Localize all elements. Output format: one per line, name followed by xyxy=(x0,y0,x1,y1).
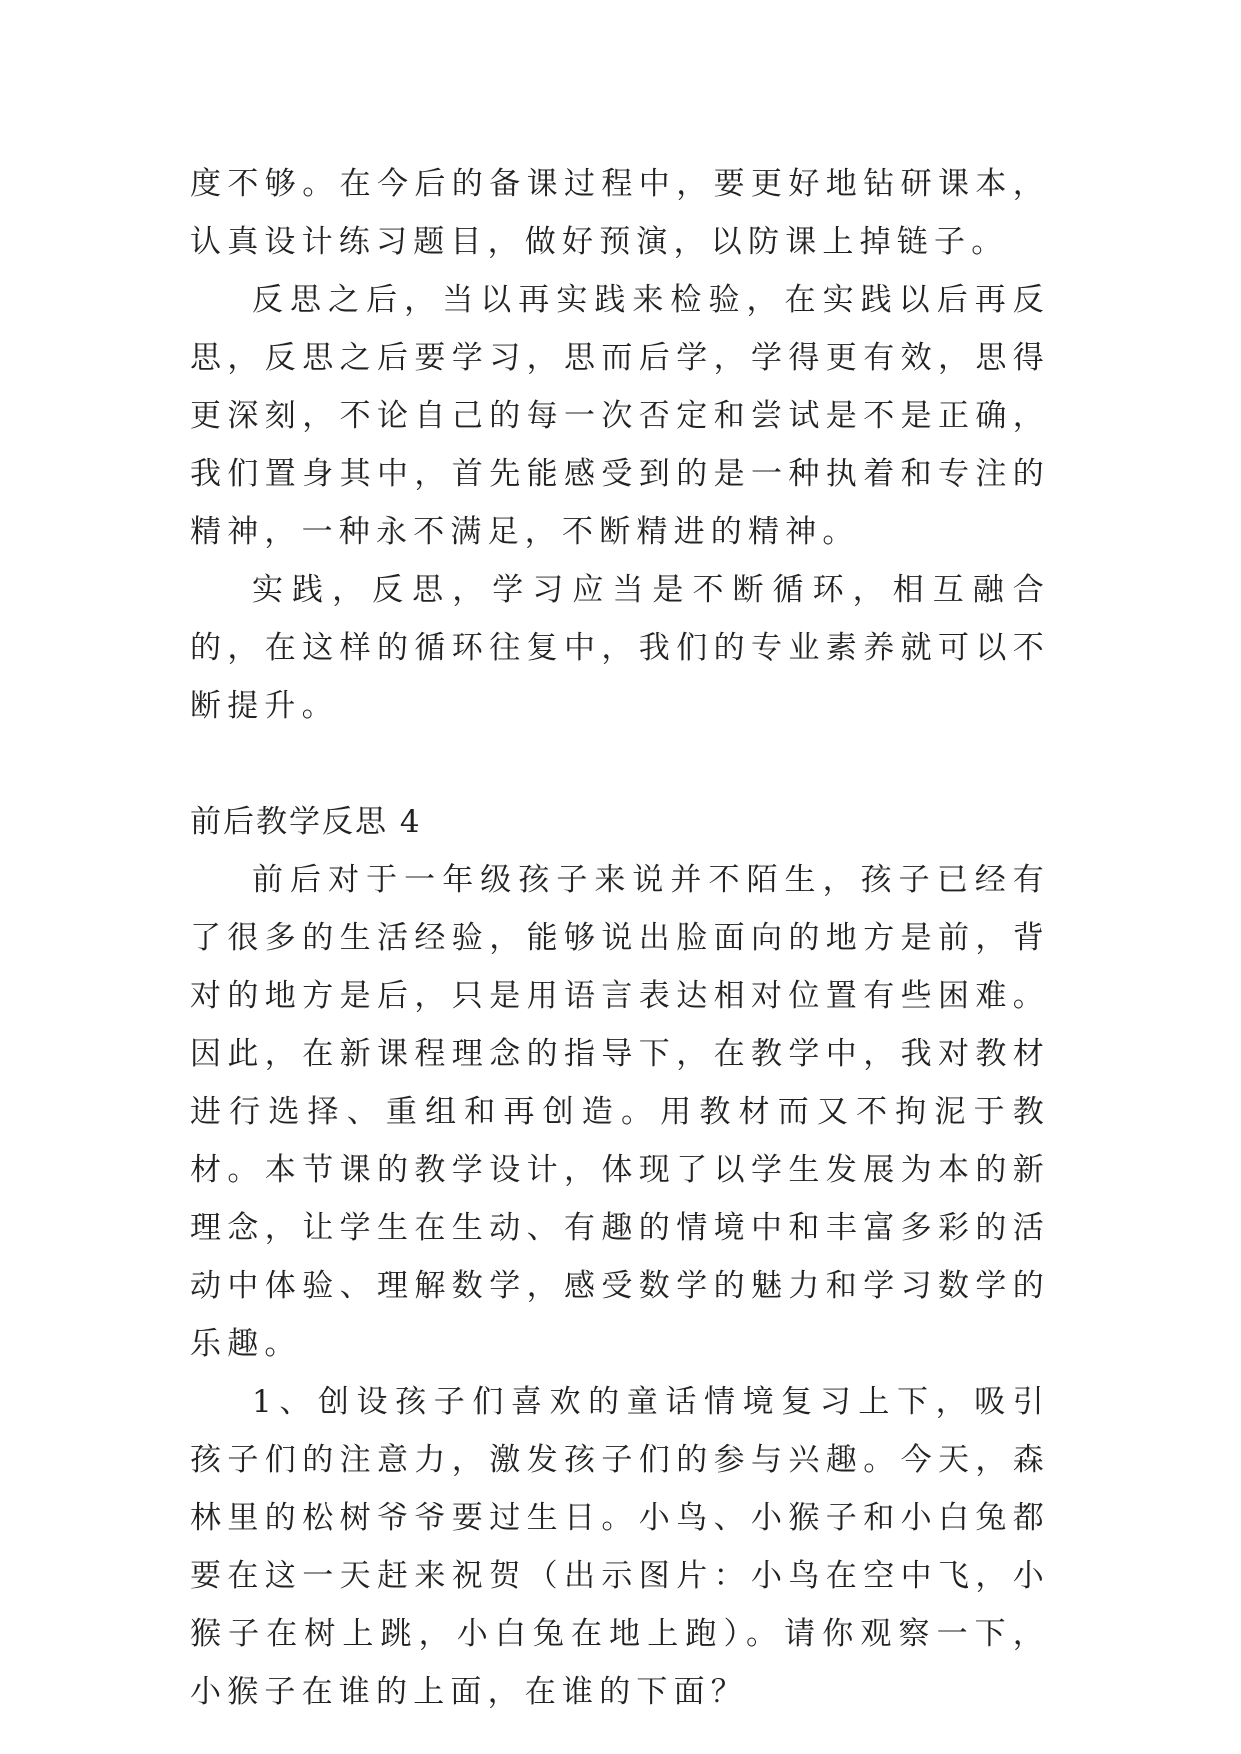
section-gap xyxy=(190,735,1050,793)
paragraph-point-1: 1、创设孩子们喜欢的童话情境复习上下，吸引孩子们的注意力，激发孩子们的参与兴趣。今天，森林里的松树爷爷要过生日。小鸟、小猴子和小白兔都要在这一天赶来祝贺（出示图片：小鸟在空中飞，小猴子在树上跳，小白兔在地上跑）。请你观察一下，小猴子在谁的上面，在谁的下面？ xyxy=(190,1384,1050,1710)
paragraph-reflection: 反思之后，当以再实践来检验，在实践以后再反思，反思之后要学习，思而后学，学得更有效，思得更深刻，不论自己的每一次否定和尝试是不是正确，我们置身其中，首先能感受到的是一种执着和专注的精神，一种永不满足，不断精进的精神。 xyxy=(190,282,1050,550)
paragraph-continued: 度不够。在今后的备课过程中，要更好地钻研课本，认真设计练习题目，做好预演，以防课上掉链子。 xyxy=(190,166,1050,260)
document-body xyxy=(190,155,1050,1721)
section-title: 前后教学反思 4 xyxy=(190,804,422,840)
paragraph-practice: 实践，反思，学习应当是不断循环，相互融合的，在这样的循环往复中，我们的专业素养就可以不断提升。 xyxy=(190,572,1050,724)
paragraph-intro: 前后对于一年级孩子来说并不陌生，孩子已经有了很多的生活经验，能够说出脸面向的地方是前，背对的地方是后，只是用语言表达相对位置有些困难。因此，在新课程理念的指导下，在教学中，我对教材进行选择、重组和再创造。用教材而又不拘泥于教材。本节课的教学设计，体现了以学生发展为本的新理念，让学生在生动、有趣的情境中和丰富多彩的活动中体验、理解数学，感受数学的魅力和学习数学的乐趣。 xyxy=(190,862,1050,1362)
